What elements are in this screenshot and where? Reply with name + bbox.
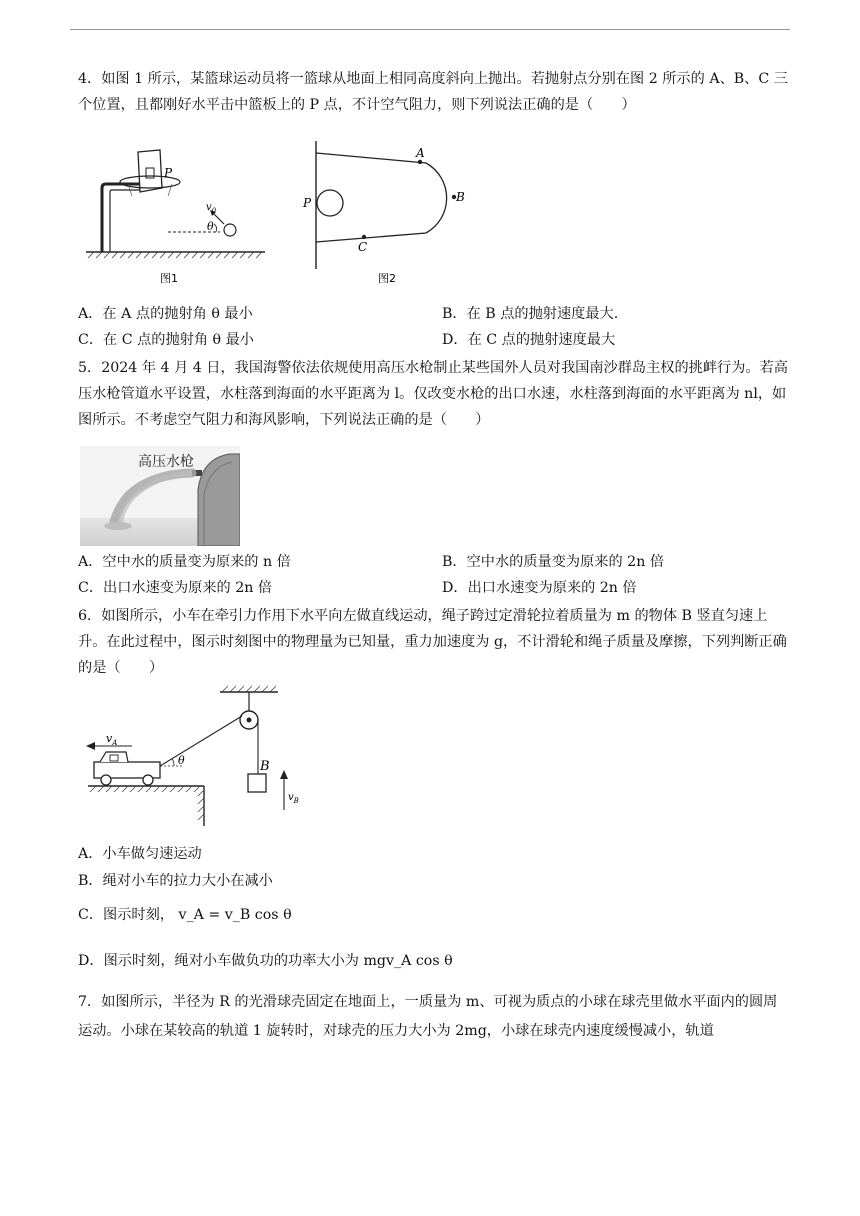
- q6-option-a[interactable]: A．小车做匀速运动: [78, 846, 202, 862]
- q4-option-b[interactable]: B．在 B 点的抛射速度最大.: [442, 306, 619, 322]
- q6-fig-label-vB: $v_B$: [288, 792, 299, 805]
- q4-figure-1: [80, 140, 280, 290]
- q6-stem: 6．如图所示，小车在牵引力作用下水平向左做直线运动，绳子跨过定滑轮拉着质量为 m 的物体 B 竖直匀速上升。在此过程中，图示时刻图中的物理量为已知量，重力加速度为 g，不计滑轮和绳子质量及摩擦，下列判断正确的是（ ）: [78, 608, 787, 676]
- q6-truck-pulley-figure: [82, 684, 312, 834]
- q5-option-c[interactable]: C．出口水速变为原来的 2n 倍: [78, 580, 273, 596]
- q4-option-d[interactable]: D．在 C 点的抛射速度最大: [442, 332, 616, 348]
- q5-option-d[interactable]: D．出口水速变为原来的 2n 倍: [442, 580, 637, 596]
- header-rule: [70, 29, 790, 30]
- q6-fig-label-theta: θ: [178, 754, 185, 767]
- q5-option-a[interactable]: A．空中水的质量变为原来的 n 倍: [78, 554, 291, 570]
- q6-option-b[interactable]: B．绳对小车的拉力大小在减小: [78, 873, 273, 889]
- q4-figure-2: [300, 135, 475, 290]
- q5-fig-label: 高压水枪: [138, 454, 194, 470]
- q5-stem: 5．2024 年 4 月 4 日，我国海警依法依规使用高压水枪制止某些国外人员对我国南沙群岛主权的挑衅行为。若高压水枪管道水平设置，水柱落到海面的水平距离为 l。仅改变水枪的出口水速，水柱落到海面的水平距离为 nl，如图所示。不考虑空气阻力和海风影响，下列说法正确的是（ ）: [78, 360, 788, 428]
- q4-fig1-label-v0: $v_0$: [206, 202, 217, 215]
- q4-fig2-label-B: B: [456, 190, 465, 204]
- q6-fig-label-B: B: [260, 759, 270, 774]
- q4-option-c[interactable]: C．在 C 点的抛射角 θ 最小: [78, 332, 254, 348]
- q4-fig1-label-theta: θ: [207, 220, 214, 233]
- q4-fig2-caption: 图2: [378, 272, 396, 285]
- q4-fig2-label-P: P: [303, 196, 312, 210]
- q4-stem: 4．如图 1 所示，某篮球运动员将一篮球从地面上相同高度斜向上抛出。若抛射点分别在图 2 所示的 A、B、C 三个位置，且都刚好水平击中篮板上的 P 点，不计空气阻力，则下列说法正确的是（ ）: [78, 71, 788, 113]
- q5-water-cannon-photo: [80, 446, 240, 546]
- q6-option-d[interactable]: D．图示时刻，绳对小车做负功的功率大小为 mgv_A cos θ: [78, 953, 453, 969]
- q4-fig2-label-A: A: [416, 146, 425, 160]
- q7-stem: 7．如图所示，半径为 R 的光滑球壳固定在地面上，一质量为 m、可视为质点的小球在球壳里做水平面内的圆周运动。小球在某较高的轨道 1 旋转时，对球壳的压力大小为 2mg，小球在球壳内速度缓慢减小，轨道: [78, 994, 778, 1039]
- q4-fig1-label-P: P: [164, 166, 173, 180]
- q4-option-a[interactable]: A．在 A 点的抛射角 θ 最小: [78, 306, 253, 322]
- q4-fig1-caption: 图1: [160, 272, 178, 285]
- q5-option-b[interactable]: B．空中水的质量变为原来的 2n 倍: [442, 554, 665, 570]
- q4-fig2-label-C: C: [358, 240, 368, 254]
- q6-fig-label-vA: $v_A$: [106, 732, 118, 747]
- q6-option-c[interactable]: C．图示时刻， v_A = v_B cos θ: [78, 907, 292, 923]
